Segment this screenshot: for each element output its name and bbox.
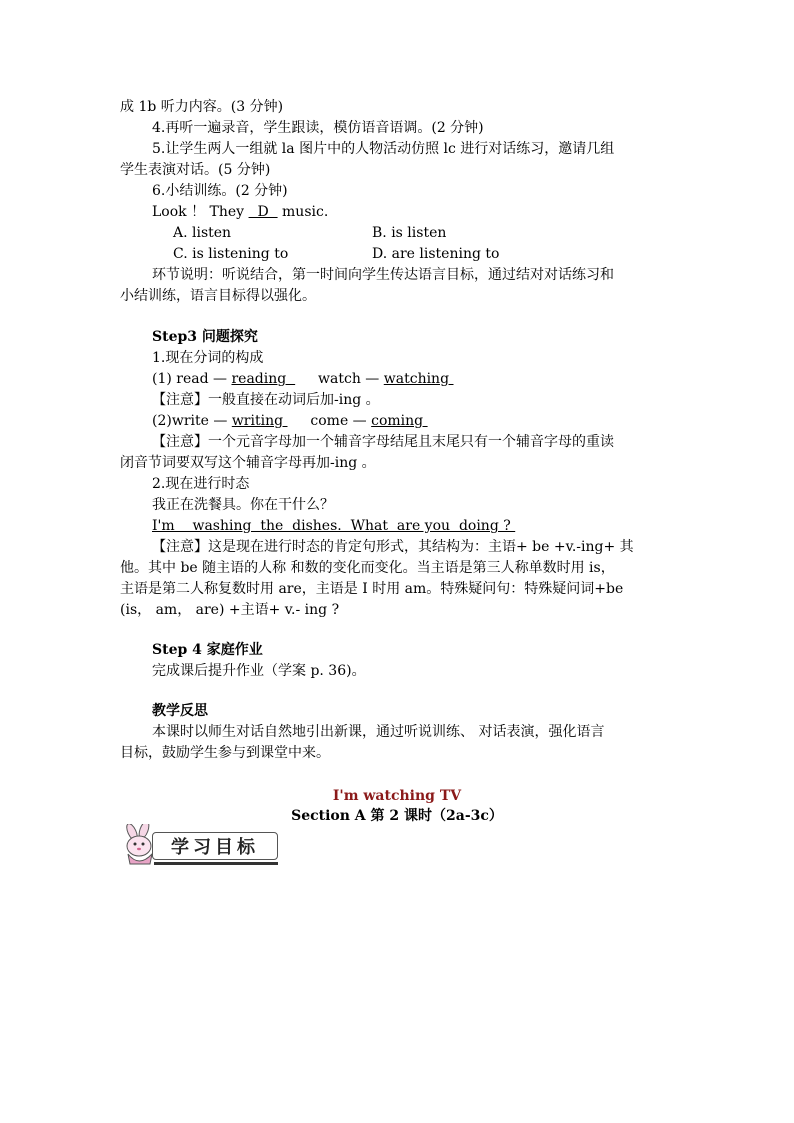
example-label: (1) read — bbox=[152, 371, 228, 387]
note-line: 闭音节词要双写这个辅音字母再加-ing 。 bbox=[120, 455, 376, 471]
answer-underline: coming bbox=[371, 413, 428, 429]
section-subtitle: Section A 第 2 课时（2a-3c） bbox=[291, 808, 503, 824]
chinese-sentence: 我正在洗餐具。你在干什么？ bbox=[152, 497, 334, 513]
note-line: 他。其中 be 随主语的人称 和数的变化而变化。当主语是第三人称单数时用 is， bbox=[120, 560, 615, 576]
example-label: come — bbox=[310, 413, 367, 429]
note-line: 主语是第二人称复数时用 are，主语是 I 时用 am。特殊疑问句：特殊疑问词+be bbox=[120, 581, 624, 597]
answer-underline: writing bbox=[231, 413, 288, 429]
section-title: I'm watching TV bbox=[332, 788, 462, 804]
answer-underline: watching bbox=[383, 371, 454, 387]
answer-blank: D bbox=[248, 204, 278, 220]
reflection-heading: 教学反思 bbox=[152, 703, 208, 719]
option-c: C. is listening to bbox=[173, 246, 289, 262]
english-sentence: I'm washing the dishes. What are you doing ? bbox=[152, 518, 516, 534]
text-line: 本课时以师生对话自然地引出新课，通过听说训练、 对话表演，强化语言 bbox=[152, 724, 605, 740]
text-line: 6.小结训练。(2 分钟) bbox=[152, 183, 288, 199]
text-line: 学生表演对话。(5 分钟) bbox=[120, 162, 271, 178]
step4-heading: Step 4 家庭作业 bbox=[152, 642, 263, 658]
learning-goals-banner bbox=[118, 824, 278, 866]
question-text: Look ！ They bbox=[152, 204, 245, 220]
text-line: 1.现在分词的构成 bbox=[152, 350, 264, 366]
answer-underline: reading bbox=[231, 371, 296, 387]
example-label: watch — bbox=[318, 371, 380, 387]
text-line: 成 1b 听力内容。(3 分钟) bbox=[120, 99, 284, 115]
text-line: 小结训练，语言目标得以强化。 bbox=[120, 288, 316, 304]
note-line: 【注意】一般直接在动词后加-ing 。 bbox=[152, 392, 380, 408]
step3-heading: Step3 问题探究 bbox=[152, 329, 258, 345]
text-line: 4.再听一遍录音，学生跟读，模仿语音语调。(2 分钟) bbox=[152, 120, 484, 136]
text-line: 目标，鼓励学生参与到课堂中来。 bbox=[120, 745, 330, 761]
question-text-end: music. bbox=[282, 204, 329, 220]
note-line: 【注意】这是现在进行时态的肯定句形式，其结构为：主语+ be +v.-ing+ 其 bbox=[152, 539, 634, 555]
option-a: A. listen bbox=[173, 225, 232, 241]
banner-underline bbox=[154, 862, 278, 865]
example-row bbox=[152, 369, 454, 389]
note-line: 【注意】一个元音字母加一个辅音字母结尾且末尾只有一个辅音字母的重读 bbox=[152, 434, 614, 450]
exercise-question bbox=[152, 202, 328, 222]
note-line: (is， am， are) +主语+ v.- ing ? bbox=[120, 602, 340, 618]
option-d: D. are listening to bbox=[372, 246, 500, 262]
text-line: 完成课后提升作业（学案 p. 36)。 bbox=[152, 663, 366, 679]
text-line: 环节说明：听说结合，第一时间向学生传达语言目标，通过结对对话练习和 bbox=[152, 267, 614, 283]
text-line: 2.现在进行时态 bbox=[152, 476, 250, 492]
text-line: 5.让学生两人一组就 la 图片中的人物活动仿照 lc 进行对话练习，邀请几组 bbox=[152, 141, 615, 157]
option-b: B. is listen bbox=[372, 225, 447, 241]
example-label: (2)write — bbox=[152, 413, 228, 429]
banner-label: 学习目标 bbox=[152, 832, 278, 860]
example-row bbox=[152, 411, 428, 431]
